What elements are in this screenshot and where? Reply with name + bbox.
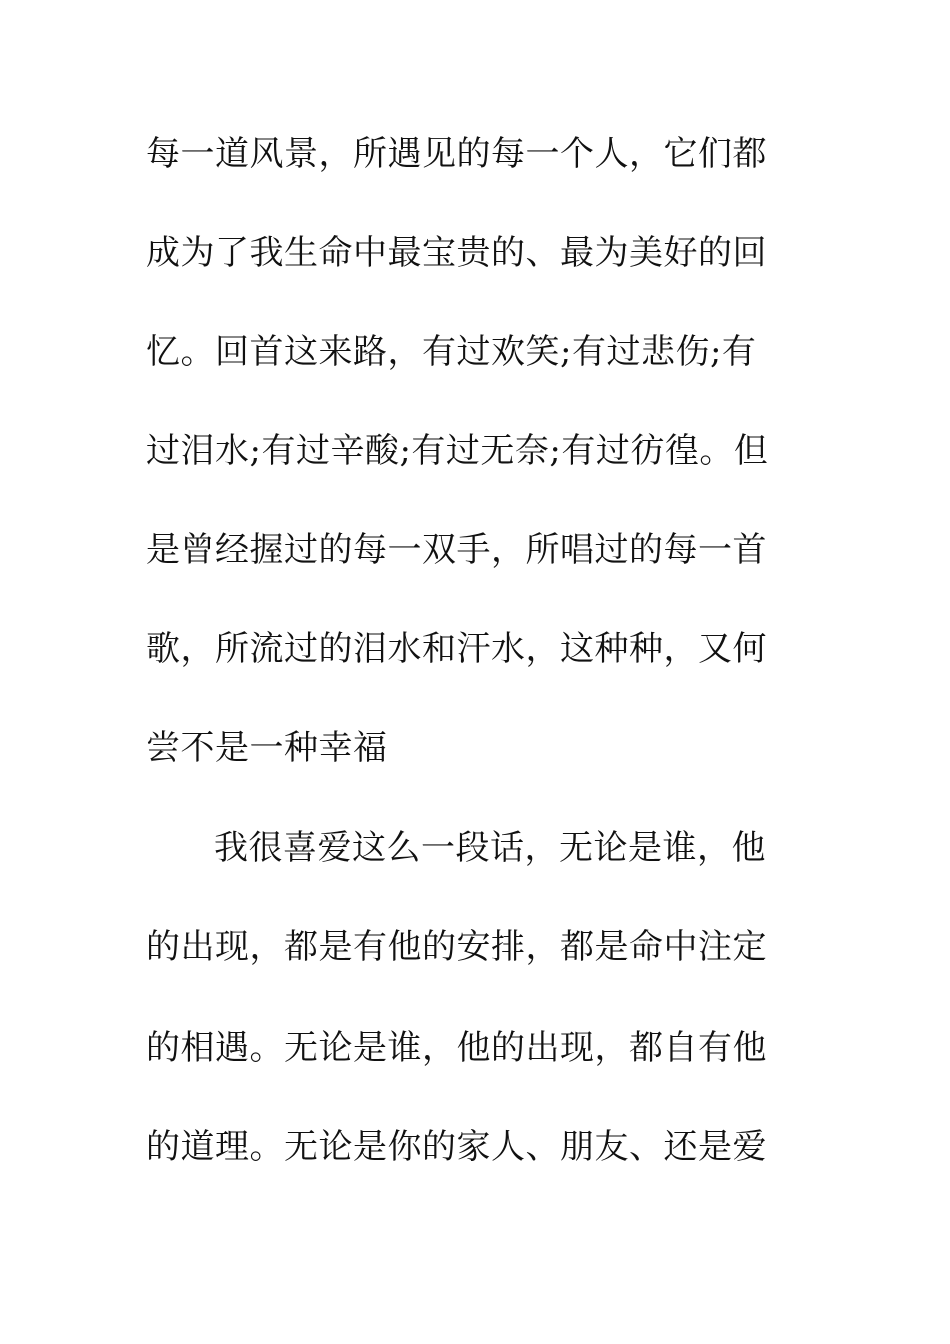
text-line: 的相遇。无论是谁，他的出现，都自有他 [146, 1028, 767, 1068]
text-line: 的出现，都是有他的安排，都是命中注定 [146, 927, 767, 967]
text-line: 尝不是一种幸福 [146, 728, 388, 768]
text-line: 我很喜爱这么一段话，无论是谁，他 [214, 828, 766, 868]
text-line: 每一道风景，所遇见的每一个人，它们都 [146, 134, 767, 174]
text-line: 过泪水;有过辛酸;有过无奈;有过彷徨。但 [146, 431, 769, 471]
text-line: 成为了我生命中最宝贵的、最为美好的回 [146, 233, 767, 273]
text-line: 忆。回首这来路，有过欢笑;有过悲伤;有 [146, 332, 757, 372]
text-line: 的道理。无论是你的家人、朋友、还是爱 [146, 1127, 767, 1167]
text-line: 歌，所流过的泪水和汗水，这种种，又何 [146, 629, 767, 669]
text-line: 是曾经握过的每一双手，所唱过的每一首 [146, 530, 767, 570]
